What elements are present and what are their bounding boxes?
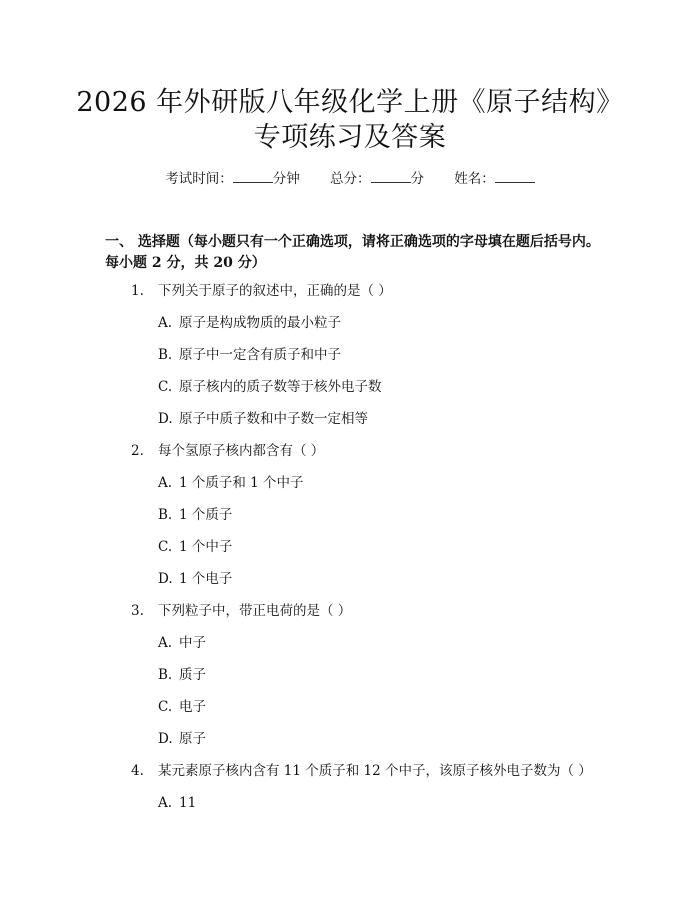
question-4 bbox=[131, 761, 592, 781]
question-text: 每个氢原子核内都含有（ ） bbox=[158, 443, 325, 459]
document-title-line-1: 2026 年外研版八年级化学上册《原子结构》 bbox=[76, 87, 624, 118]
option-letter: C. bbox=[158, 379, 173, 395]
question-3-option-c bbox=[158, 697, 206, 717]
option-text: 原子核内的质子数等于核外电子数 bbox=[179, 379, 382, 395]
option-text: 11 bbox=[179, 795, 197, 811]
total-score-label: 总分： bbox=[330, 171, 371, 187]
exam-time-blank bbox=[233, 169, 273, 183]
question-3-option-a bbox=[158, 633, 206, 653]
option-letter: C. bbox=[158, 699, 173, 715]
question-2-option-a bbox=[158, 473, 304, 493]
exam-info bbox=[0, 169, 700, 189]
question-1-option-b bbox=[158, 345, 341, 365]
total-score-unit: 分 bbox=[410, 171, 424, 187]
total-score-blank bbox=[371, 169, 411, 183]
question-text: 下列关于原子的叙述中，正确的是（ ） bbox=[158, 283, 392, 299]
question-number: 2. bbox=[131, 443, 144, 459]
question-3 bbox=[131, 601, 351, 621]
question-4-option-a bbox=[158, 793, 196, 813]
question-2-option-c bbox=[158, 537, 232, 557]
question-2-option-b bbox=[158, 505, 232, 525]
option-text: 原子 bbox=[179, 731, 206, 747]
student-name-blank bbox=[495, 169, 535, 183]
option-letter: B. bbox=[158, 667, 173, 683]
question-1-option-c bbox=[158, 377, 382, 397]
question-3-option-b bbox=[158, 665, 206, 685]
option-text: 原子是构成物质的最小粒子 bbox=[179, 315, 341, 331]
total-score-field bbox=[330, 171, 424, 187]
exam-time-field bbox=[165, 171, 300, 187]
student-name-field bbox=[454, 171, 535, 187]
option-text: 原子中一定含有质子和中子 bbox=[179, 347, 341, 363]
option-letter: D. bbox=[158, 731, 173, 747]
question-text: 下列粒子中，带正电荷的是（ ） bbox=[158, 603, 352, 619]
option-text: 1 个质子和 1 个中子 bbox=[179, 475, 304, 491]
question-number: 4. bbox=[131, 763, 144, 779]
option-text: 电子 bbox=[179, 699, 206, 715]
question-2 bbox=[131, 441, 324, 461]
option-text: 1 个电子 bbox=[179, 571, 233, 587]
option-letter: B. bbox=[158, 507, 173, 523]
option-text: 原子中质子数和中子数一定相等 bbox=[179, 411, 368, 427]
option-text: 1 个中子 bbox=[179, 539, 233, 555]
document-title-line-2: 专项练习及答案 bbox=[253, 122, 447, 153]
option-text: 质子 bbox=[179, 667, 206, 683]
option-letter: A. bbox=[158, 635, 173, 651]
question-1-option-a bbox=[158, 313, 341, 333]
option-letter: A. bbox=[158, 315, 173, 331]
option-text: 1 个质子 bbox=[179, 507, 233, 523]
option-letter: D. bbox=[158, 411, 173, 427]
question-text: 某元素原子核内含有 11 个质子和 12 个中子，该原子核外电子数为（ ） bbox=[158, 763, 592, 779]
question-2-option-d bbox=[158, 569, 232, 589]
section-heading: 一、 选择题（每小题只有一个正确选项，请将正确选项的字母填在题后括号内。每小题 2 分，共 20 分） bbox=[105, 234, 600, 271]
question-1 bbox=[131, 281, 392, 301]
student-name-label: 姓名： bbox=[454, 171, 495, 187]
exam-time-unit: 分钟 bbox=[272, 171, 300, 187]
option-letter: A. bbox=[158, 475, 173, 491]
question-number: 1. bbox=[131, 283, 144, 299]
question-3-option-d bbox=[158, 729, 206, 749]
option-text: 中子 bbox=[179, 635, 206, 651]
exam-time-label: 考试时间： bbox=[165, 171, 233, 187]
option-letter: B. bbox=[158, 347, 173, 363]
question-1-option-d bbox=[158, 409, 368, 429]
question-number: 3. bbox=[131, 603, 144, 619]
option-letter: A. bbox=[158, 795, 173, 811]
option-letter: D. bbox=[158, 571, 173, 587]
option-letter: C. bbox=[158, 539, 173, 555]
